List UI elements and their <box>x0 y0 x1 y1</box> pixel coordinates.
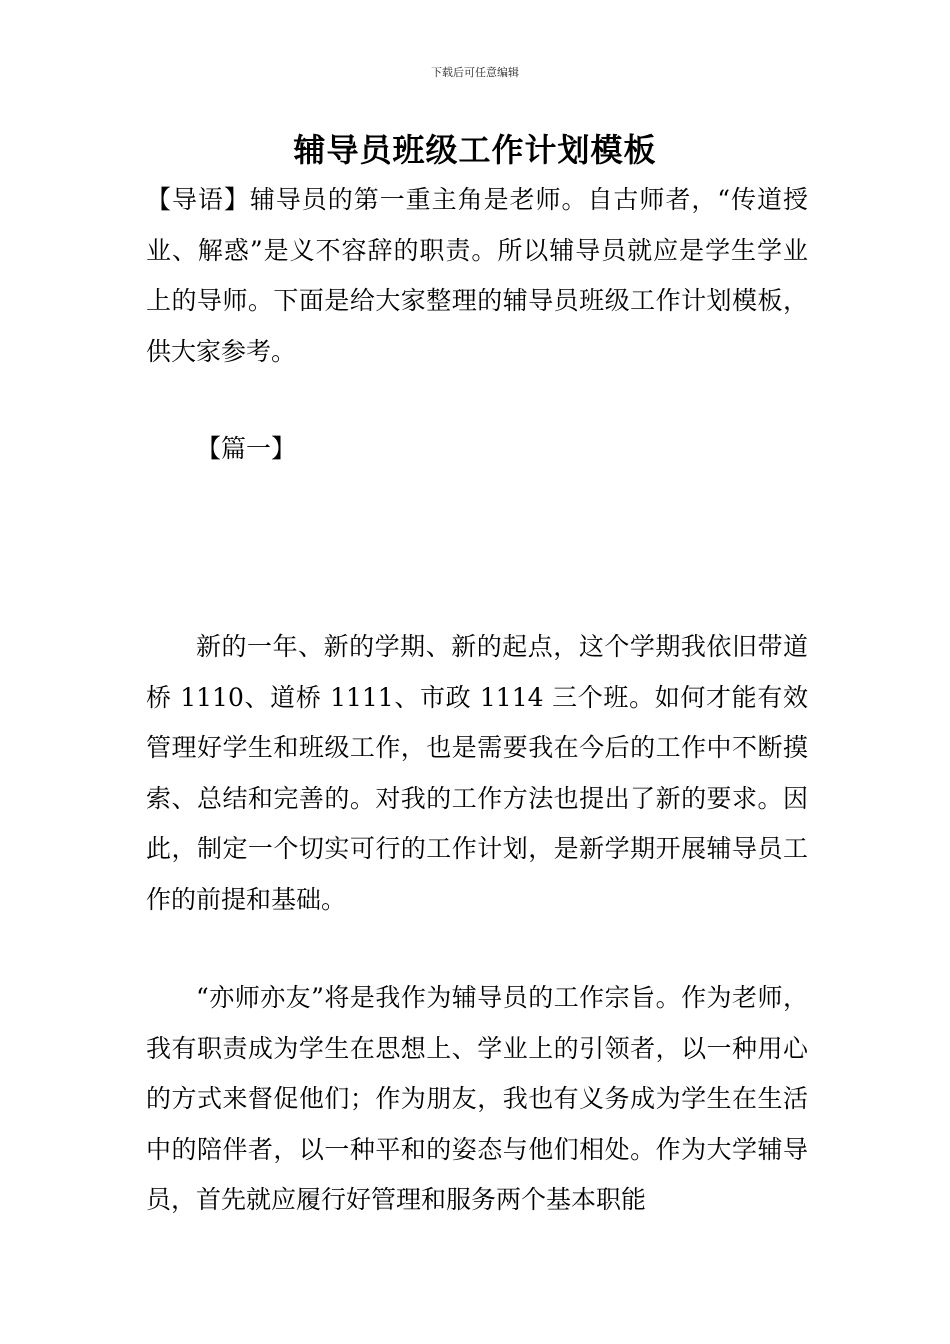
document-title: 辅导员班级工作计划模板 <box>293 131 657 169</box>
body-paragraph-2: “亦师亦友”将是我作为辅导员的工作宗旨。作为老师，我有职责成为学生在思想上、学业上的引领者，以一种用心的方式来督促他们；作为朋友，我也有义务成为学生在生活中的陪伴者，以一种平和的姿态与他们相处。作为大学辅导员，首先就应履行好管理和服务两个基本职能 <box>146 983 808 1214</box>
intro-paragraph: 【导语】辅导员的第一重主角是老师。自古师者，“传道授业、解惑”是义不容辞的职责。所以辅导员就应是学生学业上的导师。下面是给大家整理的辅导员班级工作计划模板，供大家参考。 <box>146 185 808 366</box>
header-note: 下载后可任意编辑 <box>431 66 519 79</box>
body-paragraph-1: 新的一年、新的学期、新的起点，这个学期我依旧带道桥 1110、道桥 1111、市政 1114 三个班。如何才能有效管理好学生和班级工作，也是需要我在今后的工作中不断摸索、总结和完善的。对我的工作方法也提出了新的要求。因此，制定一个切实可行的工作计划，是新学期开展辅导员工作的前提和基础。 <box>146 632 808 914</box>
section-label: 【篇一】 <box>196 434 297 463</box>
